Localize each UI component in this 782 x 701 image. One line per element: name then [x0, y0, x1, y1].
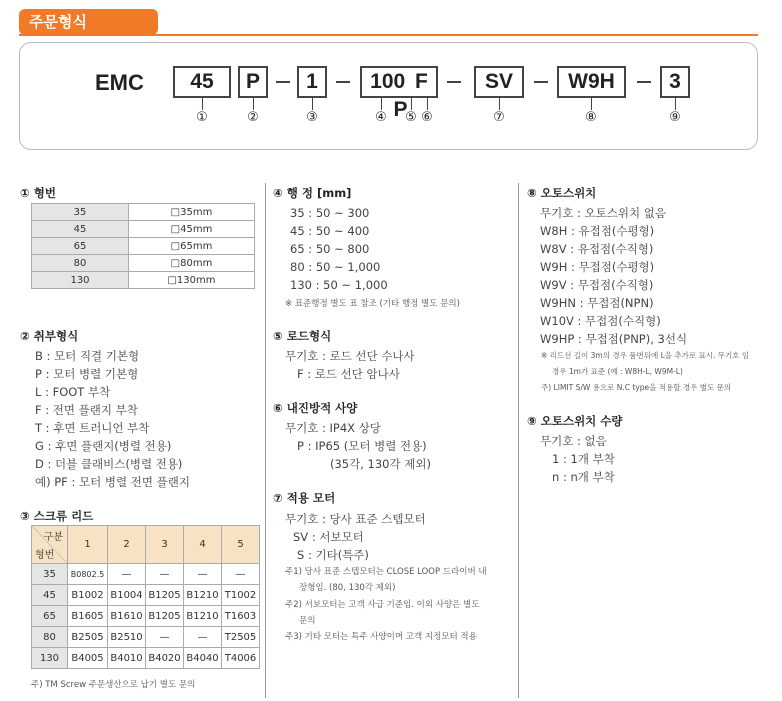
table-cell: B1210: [184, 585, 222, 606]
table-cell: B1205: [146, 585, 184, 606]
section-switch-qty-title: ⑨ 오토스위치 수량: [527, 414, 623, 428]
table-cell: T1603: [222, 606, 260, 627]
table-cell: B4020: [146, 648, 184, 669]
table-row: [32, 648, 260, 669]
code-dash: [637, 81, 651, 83]
column-divider: [265, 183, 266, 698]
table-cell: B1004: [108, 585, 146, 606]
code-number: ①: [196, 110, 208, 125]
code-box-switch-qty: 3: [660, 66, 690, 98]
corner-bottom-label: 형번: [35, 550, 55, 561]
code-number: ⑧: [585, 110, 597, 125]
table-cell: —: [108, 564, 146, 585]
code-box-lead: 1: [297, 66, 327, 98]
motor-note: 주1) 당사 표준 스텝모터는 CLOSE LOOP 드라이버 내: [285, 567, 487, 577]
table-row: [32, 564, 260, 585]
code-number: ⑨: [669, 110, 681, 125]
motor-note: 문의: [299, 616, 316, 626]
table-cell: —: [184, 627, 222, 648]
list-item: L : FOOT 부착: [35, 385, 111, 399]
size-code: 65: [32, 238, 129, 255]
lead-table: [31, 525, 260, 669]
column-header: 3: [146, 526, 184, 564]
table-cell: B1610: [108, 606, 146, 627]
table-cell: B2505: [68, 627, 108, 648]
column-header: 5: [222, 526, 260, 564]
column-header: 4: [184, 526, 222, 564]
list-item: 무기호 : 없음: [540, 434, 607, 448]
table-row: [32, 585, 260, 606]
column-divider: [518, 183, 519, 698]
row-code: 65: [32, 606, 68, 627]
code-tick: [411, 98, 412, 110]
size-code: 45: [32, 221, 129, 238]
list-item: 80 : 50 ~ 1,000: [290, 260, 381, 274]
section-stroke-title: ④ 행 정 [mm]: [273, 186, 352, 200]
list-item: W9H : 무접점(수평형): [540, 260, 655, 274]
section-protection-title: ⑥ 내진방적 사양: [273, 401, 358, 415]
section-lead-title: ③ 스크류 리드: [20, 509, 94, 523]
table-cell: B1210: [184, 606, 222, 627]
switch-note: ※ 리드선 길이 3m의 경우 품번뒤에 L을 추가로 표시. 무기호 임: [541, 351, 750, 360]
code-box-protection: P: [393, 98, 408, 121]
table-header-row: [32, 526, 260, 564]
table-row: [32, 238, 255, 255]
code-number: ⑦: [493, 110, 505, 125]
code-dash: [336, 81, 350, 83]
table-row: [32, 221, 255, 238]
section-mount-title: ② 취부형식: [20, 329, 79, 343]
row-code: 35: [32, 564, 68, 585]
list-item: 무기호 : 당사 표준 스텝모터: [285, 512, 426, 526]
code-tick: [202, 98, 203, 110]
list-item: 무기호 : 로드 선단 수나사: [285, 349, 415, 363]
list-item: W8V : 유접점(수직형): [540, 242, 654, 256]
table-cell: B4040: [184, 648, 222, 669]
list-item: G : 후면 플랜지(병렬 전용): [35, 439, 172, 453]
page-title: 주문형식: [19, 9, 158, 35]
list-item: B : 모터 직결 기본형: [35, 349, 140, 363]
list-item: 무기호 : 오토스위치 없음: [540, 206, 666, 220]
list-item: F : 전면 플랜지 부착: [35, 403, 138, 417]
section-motor-title: ⑦ 적용 모터: [273, 491, 336, 505]
code-tick: [499, 98, 500, 110]
code-box-mount: P: [238, 66, 268, 98]
table-cell: B2510: [108, 627, 146, 648]
list-item: P : 모터 병렬 기본형: [35, 367, 139, 381]
table-cell: T4006: [222, 648, 260, 669]
list-item: 35 : 50 ~ 300: [290, 206, 370, 220]
list-item: SV : 서보모터: [293, 530, 364, 544]
code-tick: [381, 98, 382, 110]
row-code: 130: [32, 648, 68, 669]
table-corner: [32, 526, 68, 564]
code-box-motor: SV: [474, 66, 524, 98]
code-box-stroke: 100: [370, 70, 406, 93]
code-box-stroke-group: [360, 66, 438, 121]
row-code: 45: [32, 585, 68, 606]
motor-note: 장형임. (80, 130각 제외): [299, 583, 396, 593]
switch-note: 경우 1m가 표준 (예 : W8H-L, W9M-L): [552, 367, 683, 376]
corner-top-label: 구분: [43, 532, 63, 543]
table-row: [32, 204, 255, 221]
code-number: ②: [247, 110, 259, 125]
table-cell: —: [146, 564, 184, 585]
list-item: S : 기타(특주): [297, 548, 369, 562]
motor-note: 주2) 서보모터는 고객 사급 기준임. 이외 사양은 별도: [285, 600, 480, 610]
code-dash: [534, 81, 548, 83]
code-tick: [591, 98, 592, 110]
table-row: [32, 627, 260, 648]
size-value: □45mm: [129, 221, 255, 238]
table-row: [32, 606, 260, 627]
list-item: W9HP : 무접점(PNP), 3선식: [540, 332, 688, 346]
code-prefix: EMC: [95, 70, 144, 95]
size-code: 35: [32, 204, 129, 221]
list-item: T : 후면 트러니언 부착: [35, 421, 150, 435]
list-item: W10V : 무접점(수직형): [540, 314, 661, 328]
column-header: 1: [68, 526, 108, 564]
list-item: 130 : 50 ~ 1,000: [290, 278, 388, 292]
size-table: [31, 203, 255, 289]
title-underline: [19, 34, 758, 36]
list-item: P : IP65 (모터 병렬 전용): [297, 439, 427, 453]
row-code: 80: [32, 627, 68, 648]
code-tick: [253, 98, 254, 110]
list-item: 예) PF : 모터 병렬 전면 플랜지: [35, 475, 190, 489]
list-item: D : 더블 클래비스(병렬 전용): [35, 457, 183, 471]
code-tick: [675, 98, 676, 110]
size-value: □35mm: [129, 204, 255, 221]
list-item: W9HN : 무접점(NPN): [540, 296, 654, 310]
table-cell: B0802.5: [68, 564, 108, 585]
code-box-size: 45: [173, 66, 231, 98]
section-switch-title: ⑧ 오토스위치: [527, 186, 597, 200]
size-code: 130: [32, 272, 129, 289]
table-cell: B1605: [68, 606, 108, 627]
table-cell: B1002: [68, 585, 108, 606]
table-cell: B4005: [68, 648, 108, 669]
code-number: ⑥: [421, 110, 433, 125]
table-cell: T1002: [222, 585, 260, 606]
lead-note: 주) TM Screw 주문생산으로 납기 별도 문의: [31, 680, 196, 690]
code-number: ③: [306, 110, 318, 125]
code-box-switch: W9H: [557, 66, 626, 98]
list-item: 1 : 1개 부착: [552, 452, 615, 466]
list-item: (35각, 130각 제외): [330, 457, 431, 471]
list-item: W8H : 유접점(수평형): [540, 224, 655, 238]
section-rod-title: ⑤ 로드형식: [273, 329, 332, 343]
code-box-rod: F: [415, 70, 428, 93]
table-cell: —: [184, 564, 222, 585]
table-cell: T2505: [222, 627, 260, 648]
code-dash: [447, 81, 461, 83]
size-value: □80mm: [129, 255, 255, 272]
table-cell: B1205: [146, 606, 184, 627]
table-cell: B4010: [108, 648, 146, 669]
size-code: 80: [32, 255, 129, 272]
list-item: 45 : 50 ~ 400: [290, 224, 370, 238]
table-row: [32, 272, 255, 289]
code-number: ④: [375, 110, 387, 125]
list-item: 무기호 : IP4X 상당: [285, 421, 381, 435]
list-item: W9V : 무접점(수직형): [540, 278, 654, 292]
table-cell: —: [146, 627, 184, 648]
table-row: [32, 255, 255, 272]
stroke-note: ※ 표준행정 별도 표 참조 (기타 행정 별도 문의): [285, 299, 460, 309]
code-tick: [312, 98, 313, 110]
table-cell: —: [222, 564, 260, 585]
code-number: ⑤: [405, 110, 417, 125]
code-tick: [427, 98, 428, 110]
list-item: n : n개 부착: [552, 470, 615, 484]
size-value: □130mm: [129, 272, 255, 289]
motor-note: 주3) 기타 모터는 특주 사양이며 고객 지정모터 적용: [285, 632, 477, 642]
code-dash: [276, 81, 290, 83]
switch-note: 주) LIMIT S/W 용으로 N.C type을 적용할 경우 별도 문의: [541, 383, 732, 392]
column-header: 2: [108, 526, 146, 564]
section-size-title: ① 형번: [20, 186, 56, 200]
size-value: □65mm: [129, 238, 255, 255]
list-item: 65 : 50 ~ 800: [290, 242, 370, 256]
list-item: F : 로드 선단 암나사: [297, 367, 400, 381]
